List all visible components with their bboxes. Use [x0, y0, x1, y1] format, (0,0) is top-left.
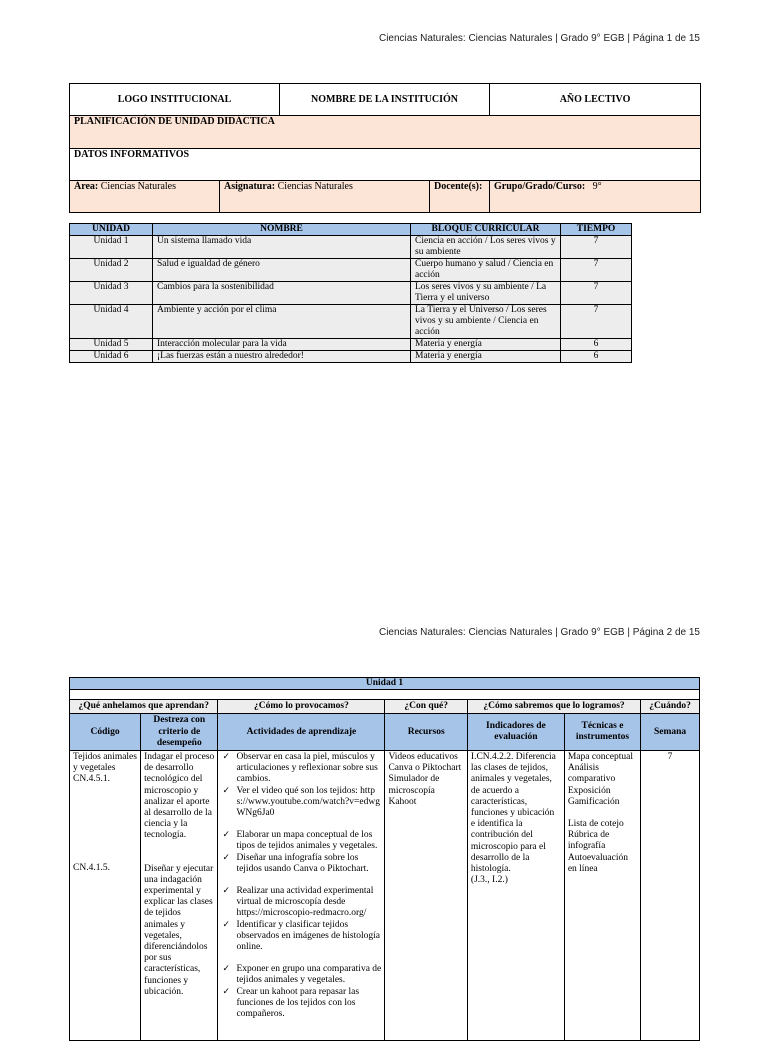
activity-item: ✓ Identificar y clasificar tejidos observados en imágenes de histología online.	[221, 920, 381, 954]
code-1: Tejidos animales y vegetales CN.4.5.1.	[73, 752, 137, 785]
grade-value: 9°	[592, 181, 602, 192]
unit-block-cell: La Tierra y el Universo / Los seres vivos y su ambiente / Ciencia en acción	[411, 305, 561, 339]
question-what: ¿Qué anhelamos que aprendan?	[70, 700, 218, 714]
resource-item: Kahoot	[388, 796, 417, 807]
activity-item: ✓ Ver el video qué son los tejidos: https://www.youtube.com/watch?v=edwgWNg6Ja0	[221, 786, 381, 820]
resources-cell	[385, 751, 467, 1041]
unit-block-cell: Ciencia en acción / Los seres vivos y su ambiente	[411, 236, 561, 259]
skill-1: Indagar el proceso de desarrollo tecnológico del microscopio y analizar el aporte al desarrollo de la ciencia y la tecnología.	[144, 752, 215, 841]
units-header-block: BLOQUE CURRICULAR	[411, 224, 561, 236]
unit-cell: Unidad 3	[70, 282, 153, 305]
subject-value: Ciencias Naturales	[277, 181, 353, 192]
table-row	[70, 236, 632, 259]
teacher-label: Docente(s):	[434, 181, 483, 192]
unit-time-cell: 7	[561, 282, 632, 305]
technique-item: Exposición	[567, 785, 611, 796]
question-evaluate: ¿Cómo sabremos que lo logramos?	[467, 700, 640, 714]
unit-time-cell: 7	[561, 236, 632, 259]
column-resources: Recursos	[385, 714, 467, 751]
institution-name-cell: NOMBRE DE LA INSTITUCIÓN	[280, 84, 490, 116]
school-year-cell: AÑO LECTIVO	[490, 84, 701, 116]
resource-item: Videos educativos	[388, 752, 458, 763]
question-when: ¿Cuándo?	[641, 700, 700, 714]
unit-time-cell: 7	[561, 305, 632, 339]
grade-cell	[490, 181, 701, 213]
unit-name-cell: ¡Las fuerzas están a nuestro alrededor!	[153, 351, 411, 363]
unit-cell: Unidad 4	[70, 305, 153, 339]
column-skill: Destreza con criterio de desempeño	[141, 714, 218, 751]
page-header: Ciencias Naturales: Ciencias Naturales | Grado 9° EGB | Página 2 de 15	[378, 627, 700, 638]
area-cell	[70, 181, 220, 213]
unit-name-cell: Salud e igualdad de género	[153, 259, 411, 282]
units-header-time: TIEMPO	[561, 224, 632, 236]
unit-title: Unidad 1	[70, 678, 700, 690]
indicator-ref: (J.3., I.2.)	[470, 875, 508, 886]
unit-block-cell: Los seres vivos y su ambiente / La Tierra y el universo	[411, 282, 561, 305]
column-activities: Actividades de aprendizaje	[218, 714, 385, 751]
unit-name-cell: Ambiente y acción por el clima	[153, 305, 411, 339]
resource-item: Canva o Piktochart	[388, 763, 462, 774]
column-code: Código	[70, 714, 141, 751]
units-table	[69, 223, 632, 363]
code-2: CN.4.1.5.	[73, 862, 110, 873]
activity-item: ✓ Elaborar un mapa conceptual de los tipos de tejidos animales y vegetales.	[221, 830, 381, 852]
unit-cell: Unidad 6	[70, 351, 153, 363]
unit-cell: Unidad 1	[70, 236, 153, 259]
unit-time-cell: 6	[561, 351, 632, 363]
question-how: ¿Cómo lo provocamos?	[218, 700, 385, 714]
area-value: Ciencias Naturales	[100, 181, 176, 192]
unit-block-cell: Cuerpo humano y salud / Ciencia en acción	[411, 259, 561, 282]
skill-2: Diseñar y ejecutar una indagación experimental y explicar las clases de tejidos animales y vegetales, diferenciándolos por sus características, funciones y ubicación.	[144, 863, 214, 997]
logo-cell: LOGO INSTITUCIONAL	[70, 84, 280, 116]
units-header-unit: UNIDAD	[70, 224, 153, 236]
page-header: Ciencias Naturales: Ciencias Naturales | Grado 9° EGB | Página 1 de 15	[378, 33, 700, 44]
column-week: Semana	[641, 714, 700, 751]
technique-item: Mapa conceptual	[567, 752, 633, 763]
planning-title: PLANIFICACIÓN DE UNIDAD DIDÁCTICA	[70, 116, 701, 149]
techniques-cell	[564, 751, 640, 1041]
unit-cell: Unidad 5	[70, 339, 153, 351]
unit-name-cell: Un sistema llamado vida	[153, 236, 411, 259]
units-header-name: NOMBRE	[153, 224, 411, 236]
unit-name-cell: Cambios para la sostenibilidad	[153, 282, 411, 305]
table-row	[70, 259, 632, 282]
activity-item: ✓ Crear un kahoot para repasar las funciones de los tejidos con los compañeros.	[221, 987, 381, 1021]
activity-item: ✓ Diseñar una infografía sobre los tejidos usando Canva o Piktochart.	[221, 853, 381, 875]
subject-label: Asignatura:	[224, 181, 276, 192]
unit-time-cell: 7	[561, 259, 632, 282]
activities-cell	[218, 751, 385, 1041]
column-indicators: Indicadores de evaluación	[467, 714, 564, 751]
spacer-row	[70, 690, 700, 700]
technique-item: Gamificación	[567, 796, 620, 807]
teacher-cell	[430, 181, 490, 213]
indicator-text: I.CN.4.2.2. Diferencia las clases de tejidos, animales y vegetales, de acuerdo a características, funciones y ubicación e identifica la contribución del microscopio para el desarrollo de la histología.	[470, 752, 556, 875]
unit-block-cell: Materia y energía	[411, 351, 561, 363]
area-label: Área:	[74, 181, 99, 192]
institution-info-table	[69, 83, 701, 213]
week-cell: 7	[641, 751, 700, 1041]
skill-cell	[141, 751, 218, 1041]
unit-time-cell: 6	[561, 339, 632, 351]
table-row	[70, 751, 700, 1041]
instrument-item: Lista de cotejo	[567, 819, 624, 830]
subject-cell	[220, 181, 430, 213]
indicator-cell	[467, 751, 564, 1041]
grade-label: Grupo/Grado/Curso:	[494, 181, 586, 192]
table-row	[70, 282, 632, 305]
instrument-item: Rúbrica de infografía	[567, 830, 610, 852]
code-cell	[70, 751, 141, 1041]
activity-item: ✓ Observar en casa la piel, músculos y articulaciones y reflexionar sobre sus cambios.	[221, 752, 381, 786]
table-row	[70, 305, 632, 339]
resource-item: Simulador de microscopía	[388, 774, 440, 796]
column-techniques: Técnicas e instrumentos	[564, 714, 640, 751]
unit-plan-table	[69, 677, 700, 1041]
unit-cell: Unidad 2	[70, 259, 153, 282]
instrument-item: Autoevaluación en línea	[567, 852, 628, 874]
activity-item: ✓ Realizar una actividad experimental virtual de microscopía desde https://microscopio-redmacro.org/	[221, 886, 381, 920]
unit-name-cell: Interacción molecular para la vida	[153, 339, 411, 351]
table-row	[70, 339, 632, 351]
unit-block-cell: Materia y energía	[411, 339, 561, 351]
technique-item: Análisis comparativo	[567, 763, 616, 785]
question-with: ¿Con qué?	[385, 700, 467, 714]
informative-data-title: DATOS INFORMATIVOS	[70, 149, 701, 181]
table-row	[70, 351, 632, 363]
activity-item: ✓ Exponer en grupo una comparativa de tejidos animales y vegetales.	[221, 964, 381, 986]
